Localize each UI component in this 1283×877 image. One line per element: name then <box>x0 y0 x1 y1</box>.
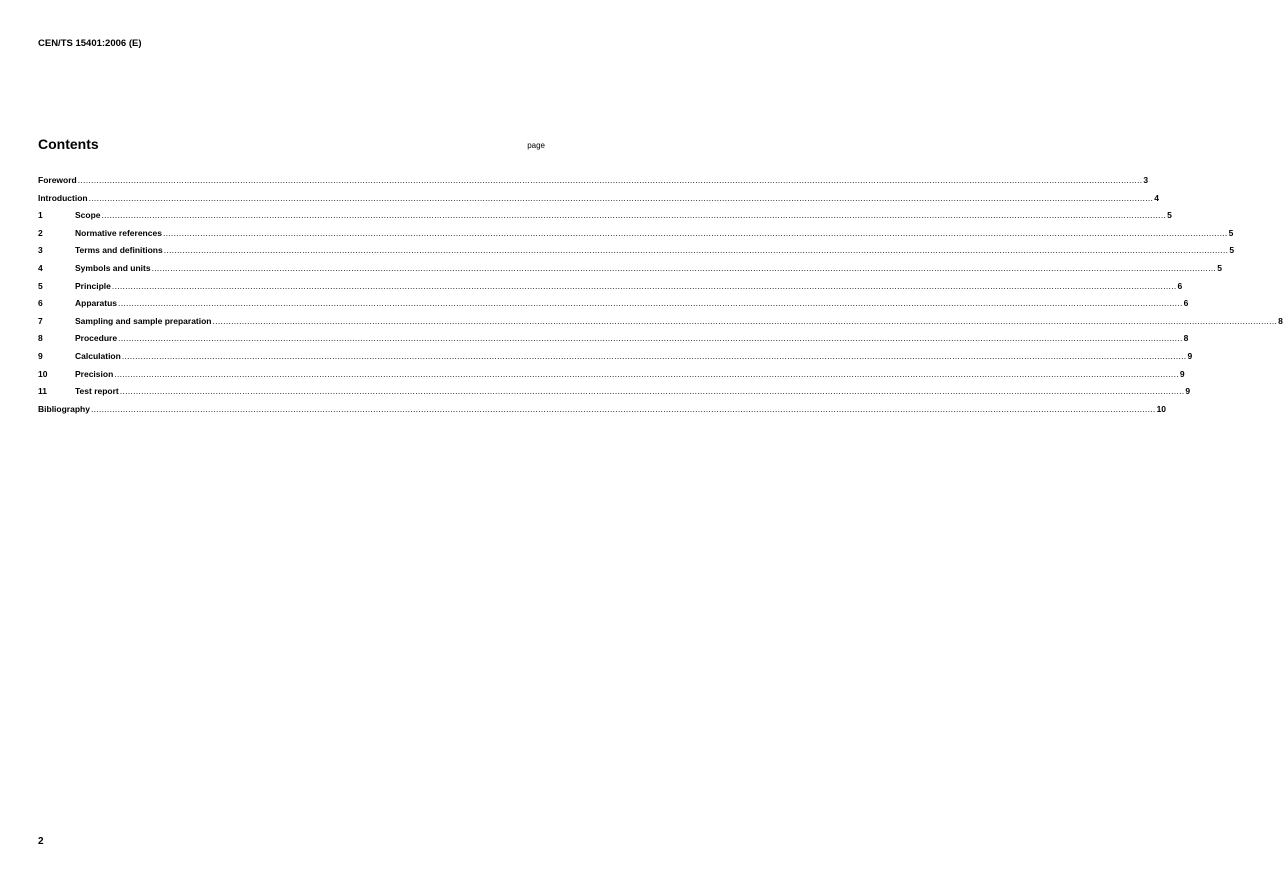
toc-entry-number: 8 <box>38 333 43 344</box>
toc-entry-title: Calculation <box>75 350 121 361</box>
toc-entry-title: Foreword <box>38 175 77 185</box>
toc-entry-page: 5 <box>1228 227 1234 238</box>
toc-dot-leader: ................................................................................................................................................................................................................................................................................................................................................................................................................ <box>118 333 1183 344</box>
toc-entry-page: 8 <box>1278 315 1283 326</box>
toc-entry-page: 9 <box>1179 368 1185 379</box>
toc-entry[interactable] <box>38 245 1235 263</box>
toc-dot-leader: ................................................................................................................................................................................................................................................................................................................................................................................................................ <box>151 262 1217 273</box>
toc-entry-title: Introduction <box>38 192 88 203</box>
toc-entry[interactable] <box>38 280 1183 299</box>
toc-entry-page: 4 <box>1154 192 1159 203</box>
toc-entry-page: 9 <box>1185 386 1191 397</box>
toc-entry-title: Normative references <box>75 227 162 238</box>
toc-entry-number: 9 <box>38 350 43 361</box>
toc-entry-number: 4 <box>38 262 43 273</box>
toc-dot-leader: ................................................................................................................................................................................................................................................................................................................................................................................................................ <box>114 368 1179 379</box>
toc-entry-title: Procedure <box>75 333 118 344</box>
toc-dot-leader: ................................................................................................................................................................................................................................................................................................................................................................................................................ <box>118 298 1183 309</box>
toc-entry-title: Bibliography <box>38 403 90 414</box>
toc-entry-page: 5 <box>1167 210 1172 221</box>
toc-entry-number: 6 <box>38 298 43 309</box>
toc-entry[interactable] <box>38 403 1167 422</box>
toc-entry-number: 5 <box>38 280 43 291</box>
toc-entry[interactable] <box>38 315 1283 334</box>
toc-entry-title: Scope <box>75 210 101 221</box>
toc-entry-page: 3 <box>1143 175 1149 185</box>
toc-dot-leader: ................................................................................................................................................................................................................................................................................................................................................................................................................ <box>111 280 1177 291</box>
toc-entry-number: 3 <box>38 245 43 256</box>
toc-entry-page: 9 <box>1187 350 1193 361</box>
toc-entry[interactable] <box>38 262 1222 281</box>
page-column-label: page <box>527 141 545 150</box>
toc-dot-leader: ................................................................................................................................................................................................................................................................................................................................................................................................................ <box>119 386 1185 397</box>
toc-entry[interactable] <box>38 333 1189 351</box>
toc-dot-leader: ................................................................................................................................................................................................................................................................................................................................................................................................................ <box>163 245 1229 256</box>
toc-entry-page: 10 <box>1156 403 1167 414</box>
toc-entry[interactable] <box>38 175 1149 193</box>
toc-entry-page: 5 <box>1229 245 1235 256</box>
toc-entry-number: 7 <box>38 315 43 326</box>
toc-entry-title: Symbols and units <box>75 262 151 273</box>
toc-entry-number: 2 <box>38 227 43 238</box>
toc-dot-leader: ................................................................................................................................................................................................................................................................................................................................................................................................................ <box>162 227 1228 238</box>
toc-entry[interactable] <box>38 227 1234 246</box>
toc-entry-page: 6 <box>1183 298 1189 309</box>
page-number: 2 <box>38 836 44 847</box>
toc-entry-number: 1 <box>38 210 43 221</box>
table-of-contents <box>38 175 1283 421</box>
toc-entry-number: 10 <box>38 368 48 379</box>
toc-dot-leader: ................................................................................................................................................................................................................................................................................................................................................................................................................ <box>212 315 1278 326</box>
toc-entry[interactable] <box>38 192 1159 211</box>
toc-entry-title: Test report <box>75 386 119 397</box>
toc-entry[interactable] <box>38 386 1191 404</box>
toc-entry[interactable] <box>38 368 1185 387</box>
toc-entry-title: Precision <box>75 368 114 379</box>
toc-dot-leader: ................................................................................................................................................................................................................................................................................................................................................................................................................ <box>121 350 1187 361</box>
toc-entry-title: Sampling and sample preparation <box>75 315 212 326</box>
toc-dot-leader: ................................................................................................................................................................................................................................................................................................................................................................................................................ <box>77 175 1143 185</box>
toc-entry[interactable] <box>38 210 1172 228</box>
toc-entry-page: 8 <box>1183 333 1189 344</box>
toc-entry[interactable] <box>38 350 1193 369</box>
toc-dot-leader: ................................................................................................................................................................................................................................................................................................................................................................................................................ <box>88 192 1154 203</box>
toc-entry-title: Principle <box>75 280 111 291</box>
toc-entry-page: 5 <box>1217 262 1222 273</box>
toc-entry[interactable] <box>38 298 1189 316</box>
toc-dot-leader: ................................................................................................................................................................................................................................................................................................................................................................................................................ <box>90 403 1156 414</box>
toc-entry-page: 6 <box>1177 280 1183 291</box>
toc-dot-leader: ................................................................................................................................................................................................................................................................................................................................................................................................................ <box>101 210 1167 221</box>
document-id: CEN/TS 15401:2006 (E) <box>38 38 142 49</box>
toc-entry-number: 11 <box>38 386 47 397</box>
contents-title: Contents <box>38 136 99 152</box>
toc-entry-title: Terms and definitions <box>75 245 163 256</box>
toc-entry-title: Apparatus <box>75 298 118 309</box>
